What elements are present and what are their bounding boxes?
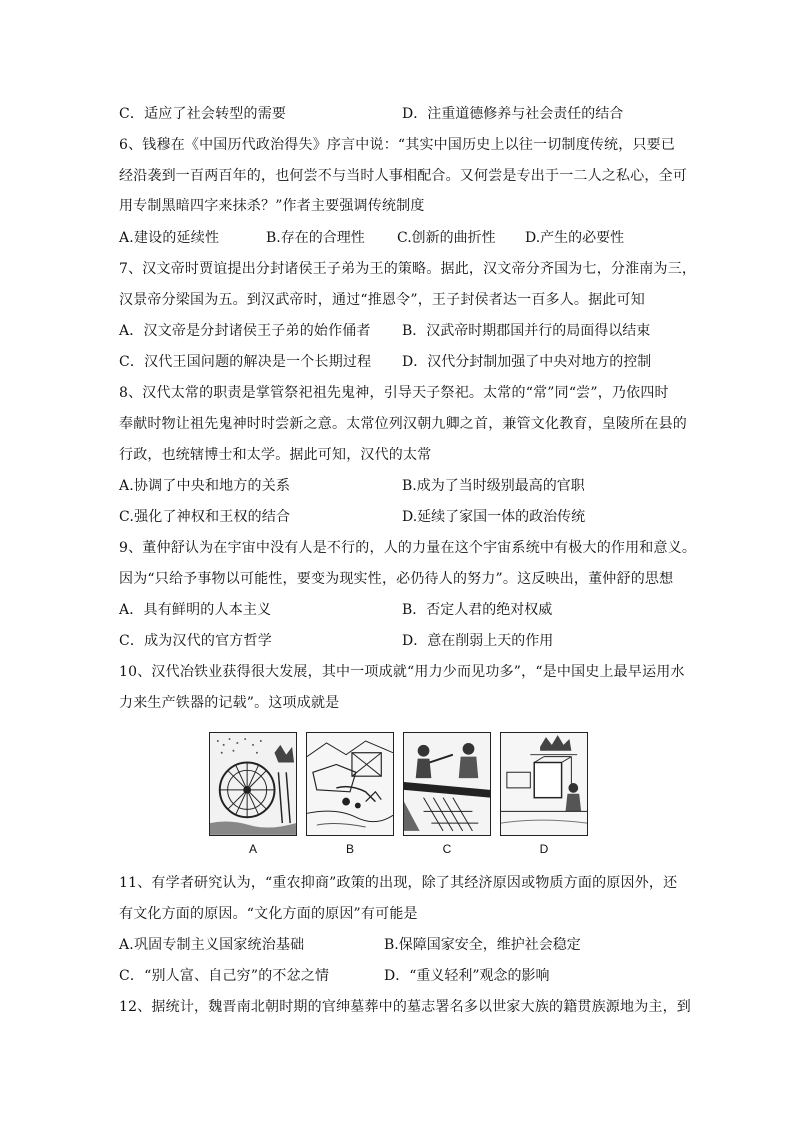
q8-option-c: C.强化了神权和王权的结合 xyxy=(119,509,291,525)
q5-option-c: C．适应了社会转型的需要 xyxy=(119,106,287,122)
q8-stem-line-1: 8、汉代太常的职责是掌管祭祀祖先鬼神，引导天子祭祀。太常的“常”同“尝”，乃依四时 xyxy=(119,385,669,401)
q9-option-a: A．具有鲜明的人本主义 xyxy=(119,602,272,618)
q6-stem-line-2: 经沿袭到一百两百年的，也何尝不与当时人事相配合。又何尝是专出于一二人之私心，全可 xyxy=(119,168,687,184)
q11-stem-line-2: 有文化方面的原因。“文化方面的原因”有可能是 xyxy=(119,906,418,922)
furnace-illustration xyxy=(501,733,587,835)
figure-panel-b xyxy=(306,732,394,836)
q7-option-c: C．汉代王国问题的解决是一个长期过程 xyxy=(119,354,372,370)
q7-stem-line-2: 汉景帝分梁国为五。到汉武帝时，通过“推恩令”，王子封侯者达一百多人。据此可知 xyxy=(119,292,645,308)
q6-option-a: A.建设的延续性 xyxy=(119,230,220,246)
q8-stem-line-2: 奉献时物让祖先鬼神时时尝新之意。太常位列汉朝九卿之首，兼管文化教育，皇陵所在县的 xyxy=(119,416,687,432)
q8-option-b: B.成为了当时级别最高的官职 xyxy=(402,478,585,494)
figure-label-c: C xyxy=(442,842,452,856)
q9-option-b: B．否定人君的绝对权威 xyxy=(402,602,553,618)
figure-label-a: A xyxy=(248,842,257,856)
q7-option-d: D．汉代分封制加强了中央对地方的控制 xyxy=(402,354,652,370)
q9-stem-line-1: 9、董仲舒认为在宇宙中没有人是不行的，人的力量在这个宇宙系统中有极大的作用和意义。 xyxy=(119,540,697,556)
figure-panel-d xyxy=(500,732,588,836)
figure-label-d: D xyxy=(539,842,549,856)
q9-stem-line-2: 因为“只给予事物以可能性，要变为现实性，必仍待人的努力”。这反映出，董仲舒的思想 xyxy=(119,571,674,587)
q10-stem-line-1: 10、汉代冶铁业获得很大发展，其中一项成就“用力少而见功多”，“是中国史上最早运用水 xyxy=(119,664,685,680)
figure-label-b: B xyxy=(345,842,354,856)
q8-option-d: D.延续了家国一体的政治传统 xyxy=(402,509,586,525)
q11-option-c: C．“别人富、自己穷”的不忿之情 xyxy=(119,968,330,984)
q7-stem-line-1: 7、汉文帝时贾谊提出分封诸侯王子弟为王的策略。据此，汉文帝分齐国为七，分淮南为三， xyxy=(119,261,697,277)
q11-stem-line-1: 11、有学者研究认为，“重农抑商”政策的出现，除了其经济原因或物质方面的原因外，还 xyxy=(119,875,678,891)
q6-stem-line-1: 6、钱穆在《中国历代政治得失》序言中说：“其实中国历史上以往一切制度传统，只要已 xyxy=(119,137,676,153)
q6-stem-line-3: 用专制黑暗四字来抹杀？”作者主要强调传统制度 xyxy=(119,198,425,214)
q11-option-b: B.保障国家安全，维护社会稳定 xyxy=(384,937,581,953)
q7-option-b: B．汉武帝时期郡国并行的局面得以结束 xyxy=(402,323,651,339)
q6-option-b: B.存在的合理性 xyxy=(266,230,365,246)
q9-option-d: D．意在削弱上天的作用 xyxy=(402,633,554,649)
q8-option-a: A.协调了中央和地方的关系 xyxy=(119,478,291,494)
q11-option-a: A.巩固专制主义国家统治基础 xyxy=(119,937,305,953)
trip-hammer-illustration xyxy=(307,733,393,835)
q12-stem-line-1: 12、据统计，魏晋南北朝时期的官绅墓葬中的墓志署名多以世家大族的籍贯族源地为主，到 xyxy=(119,999,692,1015)
q11-option-d: D．“重义轻利”观念的影响 xyxy=(384,968,550,984)
workers-illustration xyxy=(404,733,490,835)
q6-option-c: C.创新的曲折性 xyxy=(397,230,496,246)
q8-stem-line-3: 行政，也统辖博士和太学。据此可知，汉代的太常 xyxy=(119,447,432,463)
q10-stem-line-2: 力来生产铁器的记载”。这项成就是 xyxy=(119,695,340,711)
figure-panel-c xyxy=(403,732,491,836)
q5-option-d: D．注重道德修养与社会责任的结合 xyxy=(402,106,624,122)
figure-panel-a xyxy=(209,732,297,836)
q9-option-c: C．成为汉代的官方哲学 xyxy=(119,633,272,649)
q6-option-d: D.产生的必要性 xyxy=(525,230,625,246)
water-wheel-illustration xyxy=(210,733,296,835)
q10-figure xyxy=(209,732,589,858)
q7-option-a: A．汉文帝是分封诸侯王子弟的始作俑者 xyxy=(119,323,371,339)
